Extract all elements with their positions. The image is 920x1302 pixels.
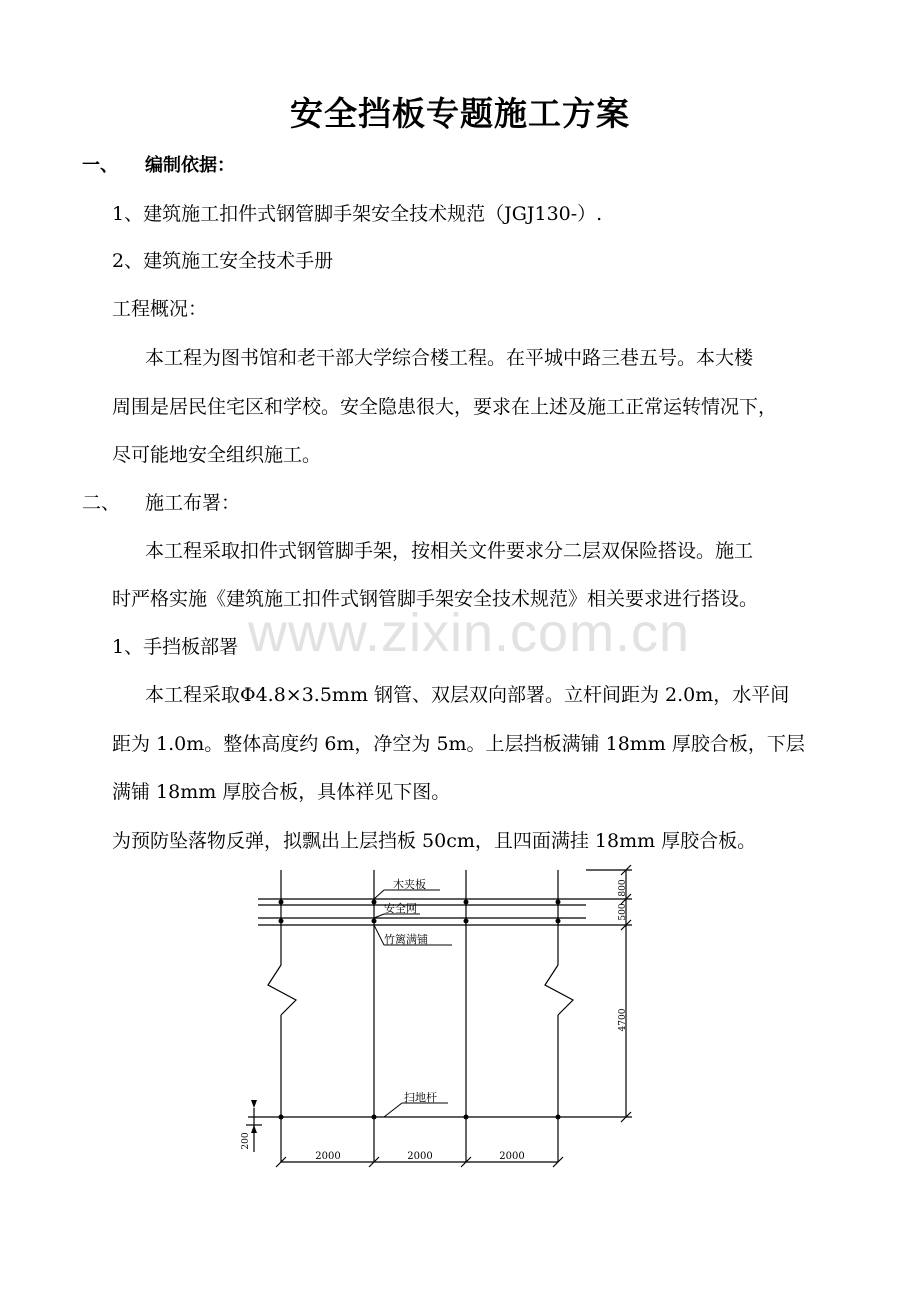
joint xyxy=(464,919,469,924)
dim-arrow xyxy=(251,1100,257,1108)
dim-span-1: 2000 xyxy=(315,1151,341,1162)
note-line: 为预防坠落物反弹，拟飘出上层挡板 50cm，且四面满挂 18mm 厚胶合板。 xyxy=(112,830,757,852)
dim-label-200: 200 xyxy=(241,1132,251,1150)
label-plywood: 木夹板 xyxy=(393,878,426,891)
section1-number: 一、 xyxy=(82,155,118,176)
sub1-line-1: 本工程采取Φ4.8×3.5mm 钢管、双层双向部署。立杆间距为 2.0m，水平间 xyxy=(145,684,790,706)
leader-sweep xyxy=(384,1103,402,1117)
leader-plywood xyxy=(374,890,384,899)
joint xyxy=(556,1115,561,1120)
joint xyxy=(279,900,284,905)
arrangement-line-1: 本工程采取扣件式钢管脚手架，按相关文件要求分二层双保险搭设。施工 xyxy=(145,540,754,562)
joint xyxy=(279,1115,284,1120)
dim-span-2: 2000 xyxy=(407,1151,433,1162)
joint xyxy=(556,919,561,924)
overview-heading: 工程概况： xyxy=(112,298,208,320)
joint xyxy=(279,919,284,924)
basis-item-1: 1、建筑施工扣件式钢管脚手架安全技术规范（JGJ130-）. xyxy=(112,203,603,225)
dim-label-800: 800 xyxy=(618,879,628,897)
label-bamboo: 竹篱满铺 xyxy=(384,933,428,946)
sub1-heading: 1、手挡板部署 xyxy=(112,636,239,658)
sub1-line-3: 满铺 18mm 厚胶合板，具体祥见下图。 xyxy=(112,781,451,803)
joint xyxy=(464,1115,469,1120)
break-right xyxy=(545,965,573,1015)
joint xyxy=(372,919,377,924)
basis-item-2: 2、建筑施工安全技术手册 xyxy=(112,250,334,272)
joint xyxy=(556,900,561,905)
arrangement-line-2: 时严格实施《建筑施工扣件式钢管脚手架安全技术规范》相关要求进行搭设。 xyxy=(112,588,759,610)
overview-line-1: 本工程为图书馆和老干部大学综合楼工程。在平城中路三巷五号。本大楼 xyxy=(145,347,754,369)
break-left xyxy=(268,965,296,1015)
dim-label-4700: 4700 xyxy=(618,1008,628,1032)
watermark: www.zixin.com.cn xyxy=(248,603,691,663)
section2-title: 施工布署： xyxy=(145,492,241,514)
joint xyxy=(372,900,377,905)
dim-label-500: 500 xyxy=(618,903,628,921)
dim-span-3: 2000 xyxy=(499,1151,525,1162)
joint xyxy=(464,900,469,905)
section2-number: 二、 xyxy=(82,492,121,514)
label-sweep-pole: 扫地杆 xyxy=(404,1091,437,1104)
joint xyxy=(372,1115,377,1120)
leader-bamboo xyxy=(374,925,384,945)
sub1-line-2: 距为 1.0m。整体高度约 6m，净空为 5m。上层挡板满铺 18mm 厚胶合板，下层 xyxy=(112,733,805,755)
section1-title: 编制依据： xyxy=(145,155,235,176)
page-title: 安全挡板专题施工方案 xyxy=(290,94,630,133)
overview-line-2: 周围是居民住宅区和学校。安全隐患很大，要求在上述及施工正常运转情况下， xyxy=(112,396,778,418)
dim-arrow xyxy=(251,1125,257,1133)
overview-line-3: 尽可能地安全组织施工。 xyxy=(112,444,322,466)
label-safety-net: 安全网 xyxy=(384,902,417,915)
